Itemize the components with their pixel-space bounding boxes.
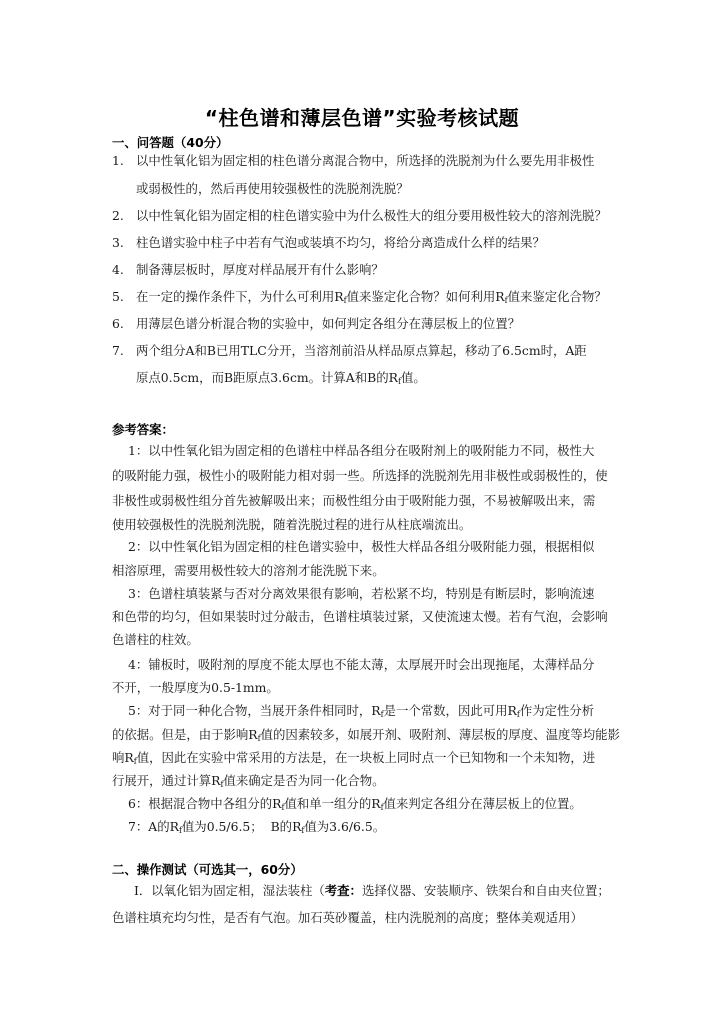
answer-text: 值为3.6/6.5。 [304,819,386,834]
section1-heading: 一、问答题（40分） [112,135,229,150]
question-text: 制备薄层板时，厚度对样品展开有什么影响？ [136,262,384,277]
subscript: f [380,803,384,812]
answer-2-line-1: 2：以中性氧化铝为固定相的柱色谱实验中，极性大样品各组分吸附能力强，根据相似 [128,539,595,554]
question-text-b: 值。 [400,370,426,385]
question-text-a: 在一定的操作条件下，为什么可利用R [136,289,344,304]
question-2 [112,207,607,225]
answer-5-line-2 [112,726,620,748]
answer-5-line-4 [112,772,385,794]
answer-5-line-3 [112,749,595,771]
answer-text: 的依据。但是，由于影响R [112,727,258,742]
answer-text: 值，因此在实验中常采用的方法是，在一块板上同时点一个已知物和一个未知物，进 [136,750,596,765]
question-1-continuation: 或弱极性的，然后再使用较强极性的洗脱剂洗脱？ [136,181,409,196]
answer-text: 行展开，通过计算R [112,773,221,788]
answer-5-line-1 [128,702,594,724]
subscript: f [343,296,347,305]
answer-text: 值的因素较多，如展开剂、吸附剂、薄层板的厚度、温度等均能影 [260,727,620,742]
answer-1-line-2: 的吸附能力强，极性小的吸附能力相对弱一些。所选择的洗脱剂先用非极性或弱极性的，使 [112,468,608,483]
subscript: f [257,734,261,743]
subscript: f [380,710,384,719]
question-4 [112,261,384,279]
answer-text: 是一个常数，因此可用R [383,703,517,718]
question-text: 两个组分A和B已用TLC分开，当溶剂前沿从样品原点算起，移动了6.5cm时，A距 [136,343,587,358]
question-number: 5. [112,289,124,304]
question-number: 7. [112,343,124,358]
answer-text: 值和单一组分的R [284,796,381,811]
answer-text: 5：对于同一种化合物，当展开条件相同时，R [128,703,381,718]
question-7-continuation [136,369,426,391]
answer-1-line-3: 非极性或弱极性组分首先被解吸出来；而极性组分由于吸附能力强，不易被解吸出来，需 [112,493,596,508]
question-text-c: 值来鉴定化合物？ [507,289,607,304]
question-text: 以中性氧化铝为固定相的柱色谱实验中为什么极性大的组分要用极性较大的溶剂洗脱？ [136,208,607,223]
answer-4-line-2: 不开，一般厚度为0.5-1mm。 [112,680,279,695]
question-6 [112,315,520,333]
operation-emphasis: 考查： [324,883,362,898]
question-text-a: 原点0.5cm，而B距原点3.6cm。计算A和B的R [136,370,398,385]
question-number: 1. [112,153,124,168]
question-text: 柱色谱实验中柱子中若有气泡或装填不均匀，将给分离造成什么样的结果？ [136,235,545,250]
answer-3-line-1: 3：色谱柱填装紧与否对分离效果很有影响，若松紧不均，特别是有断层时，影响流速 [128,586,595,601]
question-number: 4. [112,262,124,277]
answer-7 [128,818,385,840]
question-5 [112,288,607,310]
question-number: 2. [112,208,124,223]
answer-6 [128,795,582,817]
answer-text: 值来判定各组分在薄层板上的位置。 [383,796,582,811]
subscript: f [133,757,137,766]
answer-text: 7：A的R [128,819,179,834]
operation-item-1-continuation: 色谱柱填充均匀性，是否有气泡。加石英砂覆盖，柱内洗脱剂的高度；整体美观适用） [112,910,583,925]
section2-heading: 二、操作测试（可选其一，60分） [112,862,303,877]
question-3 [112,234,545,252]
subscript: f [301,826,305,835]
operation-text: 选择仪器、安装顺序、铁架台和自由夹位置； [361,883,610,898]
answer-text: 响R [112,750,134,765]
question-1 [112,152,594,170]
subscript: f [178,826,182,835]
answers-heading: 参考答案： [112,422,174,437]
operation-text: Ⅰ．以氧化铝为固定相，湿法装柱（ [134,883,325,898]
answer-text: 值为0.5/6.5； [181,819,263,834]
answer-2-line-2: 相溶原理，需要用极性较大的溶剂才能洗脱下来。 [112,563,385,578]
question-text: 用薄层色谱分析混合物的实验中，如何判定各组分在薄层板上的位置？ [136,316,521,331]
answer-text: B的R [270,819,302,834]
answer-1-line-1: 1：以中性氧化铝为固定相的色谱柱中样品各组分在吸附剂上的吸附能力不同，极性大 [128,443,595,458]
answer-4-line-1: 4：铺板时，吸附剂的厚度不能太厚也不能太薄，太厚展开时会出现拖尾，太薄样品分 [128,657,595,672]
question-number: 3. [112,235,124,250]
answer-3-line-3: 色谱柱的柱效。 [112,632,199,647]
answer-text: 6：根据混合物中各组分的R [128,796,282,811]
answer-text: 值来确定是否为同一化合物。 [223,773,385,788]
question-text-b: 值来鉴定化合物？如何利用R [346,289,505,304]
subscript: f [220,780,224,789]
question-number: 6. [112,316,124,331]
page-title: “柱色谱和薄层色谱”实验考核试题 [204,106,520,130]
subscript: f [281,803,285,812]
question-text: 以中性氧化铝为固定相的柱色谱分离混合物中，所选择的洗脱剂为什么要先用非极性 [136,153,595,168]
question-7 [112,342,587,360]
answer-text: 作为定性分析 [519,703,595,718]
subscript: f [516,710,520,719]
subscript: f [504,296,508,305]
operation-item-1 [134,882,610,900]
subscript: f [397,377,401,386]
answer-3-line-2: 和色带的均匀，但如果装时过分敲击，色谱柱填装过紧，又使流速太慢。若有气泡，会影响 [112,609,608,624]
answer-1-line-4: 使用较强极性的洗脱剂洗脱，随着洗脱过程的进行从柱底端流出。 [112,517,472,532]
